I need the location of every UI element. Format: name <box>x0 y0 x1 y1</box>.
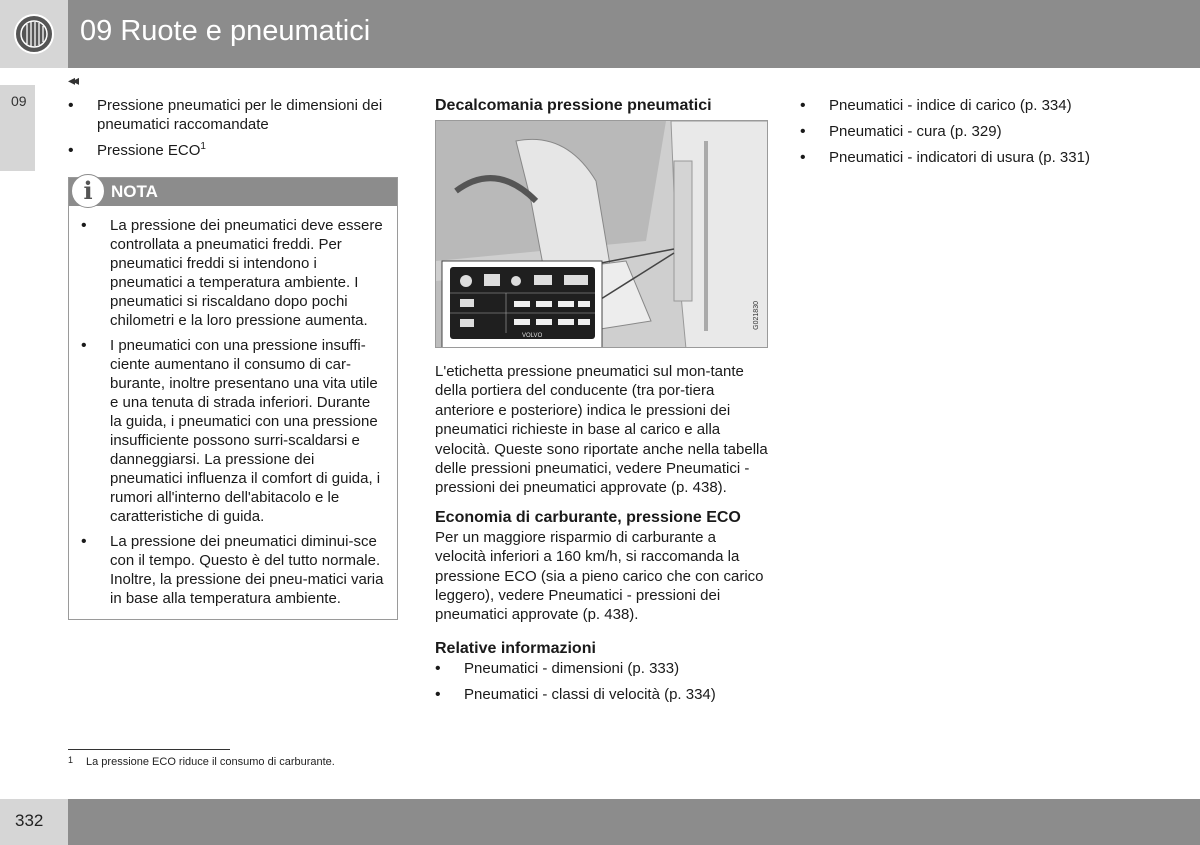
list-item: • Pressione ECO$^1$ <box>68 141 400 160</box>
note-box <box>68 177 398 620</box>
footnote-marker: 1 <box>200 141 206 152</box>
section-heading-eco: Economia di carburante, pressione ECO <box>435 508 741 526</box>
image-code: G021830 <box>753 301 760 330</box>
footnote <box>68 755 335 768</box>
door-pillar-photo <box>435 120 768 348</box>
decal-paragraph: L'etichetta pressione pneumatici sul mon-tante della portiera del conducente (tra por-tiera anteriore e posteriore) indica le pressioni dei pneumatici richieste in base al carico e alla velocità. Queste sono riportate anche nella tabella delle pressioni pneumatici, vedere Pneumatici - pressioni dei pneumatici approvate (p. 438). <box>435 363 768 497</box>
related-links-list <box>435 659 770 704</box>
footnote-divider <box>68 749 230 750</box>
chapter-icon-box <box>0 0 68 68</box>
page-number: 332 <box>15 811 44 830</box>
note-bullet-list <box>81 216 385 608</box>
column-3 <box>800 96 1140 174</box>
page-footer-bar <box>0 799 1200 845</box>
related-link[interactable]: • Pneumatici - dimensioni (p. 333) <box>435 659 770 678</box>
note-header <box>69 178 397 206</box>
chapter-title: 09 Ruote e pneumatici <box>80 15 371 47</box>
list-item: • I pneumatici con una pressione insuffi-ciente aumentano il consumo di car-burante, inoltre presentano una vita utile e una tenuta di strada inferiori. Durante la guida, i pneumatici con una pressione insufficiente possono surri-scaldarsi e danneggiarsi. La pressione dei pneumatici influenza il comfort di guida, i rumori all'interno dell'abitacolo e le caratteristiche di guida. <box>81 336 385 526</box>
note-title: NOTA <box>111 182 158 201</box>
footnote-text: La pressione ECO riduce il consumo di carburante. <box>86 756 335 768</box>
chapter-side-tab-label: 09 <box>11 93 27 109</box>
note-body <box>69 206 397 608</box>
list-item: • La pressione dei pneumatici deve essere controllata a pneumatici freddi. Per pneumatici freddi si intendono i pneumatici a temperatura ambiente. I pneumatici si riscaldano dopo pochi chilometri e la loro pressione aumenta. <box>81 216 385 330</box>
car-interior-illustration <box>436 121 768 348</box>
column-1 <box>68 96 400 167</box>
section-heading-decal: Decalcomania pressione pneumatici <box>435 97 712 114</box>
related-link[interactable]: • Pneumatici - classi di velocità (p. 334) <box>435 685 770 704</box>
label-brand: VOLVO <box>522 333 543 339</box>
tire-icon <box>13 13 55 55</box>
section-heading-related: Relative informazioni <box>435 639 596 657</box>
related-link[interactable]: • Pneumatici - indicatori di usura (p. 331) <box>800 148 1140 167</box>
chapter-side-tab <box>0 85 35 171</box>
page-number-box <box>0 799 68 845</box>
list-item: • Pressione pneumatici per le dimensioni dei pneumatici raccomandate <box>68 96 400 134</box>
column-2 <box>435 96 770 711</box>
eco-paragraph: Per un maggiore risparmio di carburante a velocità inferiori a 160 km/h, si raccomanda la pressione ECO (sia a pieno carico che con carico leggero), vedere Pneumatici - pressioni dei pneumatici approvate (p. 438). <box>435 528 764 624</box>
info-icon <box>71 174 105 208</box>
list-item: • La pressione dei pneumatici diminui-sce con il tempo. Questo è del tutto normale. Inoltre, la pressione dei pneu-matici varia in base alla temperatura ambiente. <box>81 532 385 608</box>
related-links-list-continued <box>800 96 1140 167</box>
footnote-number: 1 <box>68 755 74 765</box>
intro-bullet-list <box>68 96 400 160</box>
related-link[interactable]: • Pneumatici - indice di carico (p. 334) <box>800 96 1140 115</box>
previous-page-arrows-icon[interactable]: ◂◂ <box>68 72 77 88</box>
related-link[interactable]: • Pneumatici - cura (p. 329) <box>800 122 1140 141</box>
